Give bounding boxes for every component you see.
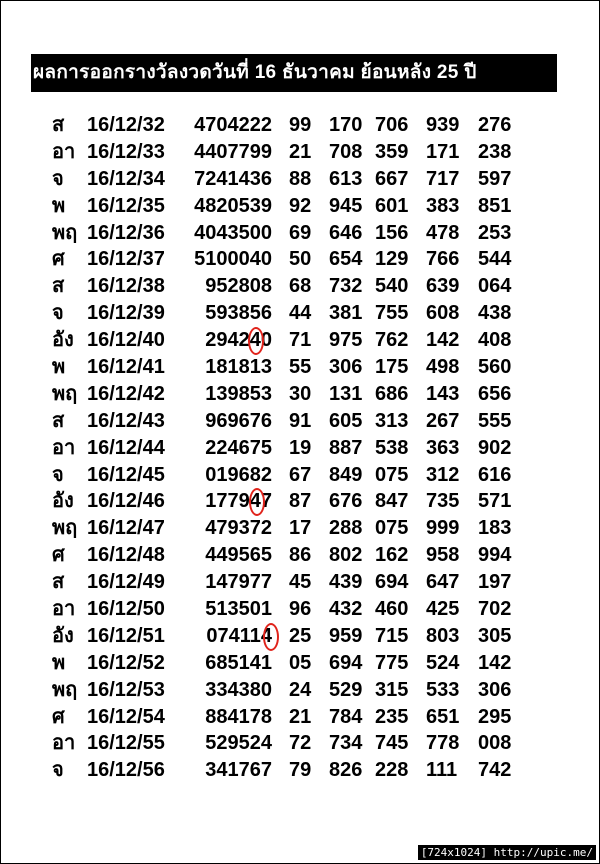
first-prize-cell: 952808 (205, 275, 272, 298)
watermark-footer: [724x1024] http://upic.me/ (418, 845, 596, 860)
table-row (0, 569, 600, 596)
number-cell: 778 (426, 732, 460, 755)
number-cell: 803 (426, 624, 460, 647)
weekday-cell: อา (52, 436, 76, 459)
number-cell: 228 (375, 759, 409, 782)
number-cell: 171 (426, 140, 460, 163)
number-cell: 745 (375, 732, 409, 755)
number-cell: 694 (329, 651, 363, 674)
number-cell: 708 (329, 140, 363, 163)
weekday-cell: จ (52, 167, 64, 190)
last-two-cell: 86 (289, 544, 312, 567)
number-cell: 639 (426, 275, 460, 298)
weekday-cell: อัง (52, 624, 74, 647)
number-cell: 197 (478, 571, 512, 594)
date-cell: 16/12/40 (87, 329, 165, 352)
number-cell: 742 (478, 759, 512, 782)
number-cell: 524 (426, 651, 460, 674)
last-two-cell: 30 (289, 382, 312, 405)
date-cell: 16/12/37 (87, 248, 165, 271)
number-cell: 755 (375, 302, 409, 325)
number-cell: 656 (478, 382, 512, 405)
date-cell: 16/12/52 (87, 651, 165, 674)
table-row (0, 166, 600, 193)
weekday-cell: ศ (52, 544, 65, 567)
table-row (0, 300, 600, 327)
number-cell: 601 (375, 194, 409, 217)
table-row (0, 677, 600, 704)
number-cell: 939 (426, 114, 460, 136)
weekday-cell: พ (52, 356, 66, 379)
weekday-cell: ศ (52, 705, 65, 728)
number-cell: 075 (375, 463, 409, 486)
number-cell: 460 (375, 598, 409, 621)
table-row (0, 650, 600, 677)
number-cell: 425 (426, 598, 460, 621)
date-cell: 16/12/50 (87, 598, 165, 621)
table-row (0, 220, 600, 247)
first-prize-cell: 884178 (205, 705, 272, 728)
table-row (0, 354, 600, 381)
weekday-cell: ส (52, 409, 65, 432)
table-row (0, 435, 600, 462)
first-prize-cell: 341767 (205, 759, 272, 782)
weekday-cell: อา (52, 598, 76, 621)
circle-mark (263, 623, 279, 651)
weekday-cell: อัง (52, 490, 74, 513)
number-cell: 276 (478, 114, 512, 136)
table-row (0, 246, 600, 273)
number-cell: 438 (478, 302, 512, 325)
number-cell: 651 (426, 705, 460, 728)
number-cell: 717 (426, 167, 460, 190)
number-cell: 363 (426, 436, 460, 459)
number-cell: 676 (329, 490, 363, 513)
date-cell: 16/12/56 (87, 759, 165, 782)
number-cell: 432 (329, 598, 363, 621)
number-cell: 538 (375, 436, 409, 459)
number-cell: 667 (375, 167, 409, 190)
number-cell: 902 (478, 436, 512, 459)
last-two-cell: 91 (289, 409, 312, 432)
number-cell: 131 (329, 382, 363, 405)
table-row (0, 139, 600, 166)
number-cell: 646 (329, 221, 363, 244)
number-cell: 560 (478, 356, 512, 379)
first-prize-cell: 685141 (205, 651, 272, 674)
number-cell: 571 (478, 490, 512, 513)
first-prize-cell: 181813 (205, 356, 272, 379)
weekday-cell: ส (52, 275, 65, 298)
number-cell: 129 (375, 248, 409, 271)
first-prize-cell: 449565 (205, 544, 272, 567)
number-cell: 359 (375, 140, 409, 163)
number-cell: 408 (478, 329, 512, 352)
number-cell: 267 (426, 409, 460, 432)
number-cell: 183 (478, 517, 512, 540)
number-cell: 288 (329, 517, 363, 540)
number-cell: 887 (329, 436, 363, 459)
number-cell: 498 (426, 356, 460, 379)
number-cell: 597 (478, 167, 512, 190)
weekday-cell: พ (52, 651, 66, 674)
date-cell: 16/12/34 (87, 167, 165, 190)
table-row (0, 462, 600, 489)
table-row (0, 327, 600, 354)
last-two-cell: 17 (289, 517, 312, 540)
table-row (0, 704, 600, 731)
table-row (0, 381, 600, 408)
first-prize-cell: 4704222 (194, 114, 272, 136)
first-prize-cell: 4407799 (194, 140, 272, 163)
number-cell: 533 (426, 678, 460, 701)
date-cell: 16/12/46 (87, 490, 165, 513)
number-cell: 706 (375, 114, 409, 136)
first-prize-cell: 147977 (205, 571, 272, 594)
page-title: ผลการออกรางวัลงวดวันที่ 16 ธันวาคม ย้อนหลัง 25 ปี (33, 62, 477, 83)
date-cell: 16/12/36 (87, 221, 165, 244)
weekday-cell: พ (52, 194, 66, 217)
date-cell: 16/12/32 (87, 114, 165, 136)
number-cell: 802 (329, 544, 363, 567)
number-cell: 702 (478, 598, 512, 621)
last-two-cell: 72 (289, 732, 312, 755)
number-cell: 849 (329, 463, 363, 486)
number-cell: 306 (329, 356, 363, 379)
last-two-cell: 24 (289, 678, 312, 701)
last-two-cell: 25 (289, 624, 312, 647)
last-two-cell: 19 (289, 436, 312, 459)
first-prize-cell: 294240 (205, 329, 272, 352)
title-banner (31, 54, 557, 92)
table-row (0, 596, 600, 623)
weekday-cell: ส (52, 114, 65, 136)
last-two-cell: 67 (289, 463, 312, 486)
table-row (0, 623, 600, 650)
number-cell: 766 (426, 248, 460, 271)
date-cell: 16/12/45 (87, 463, 165, 486)
number-cell: 075 (375, 517, 409, 540)
number-cell: 478 (426, 221, 460, 244)
first-prize-cell: 529524 (205, 732, 272, 755)
date-cell: 16/12/44 (87, 436, 165, 459)
number-cell: 555 (478, 409, 512, 432)
circle-mark (249, 488, 265, 516)
number-cell: 540 (375, 275, 409, 298)
number-cell: 851 (478, 194, 512, 217)
number-cell: 945 (329, 194, 363, 217)
weekday-cell: อา (52, 140, 76, 163)
date-cell: 16/12/47 (87, 517, 165, 540)
first-prize-cell: 5100040 (194, 248, 272, 271)
last-two-cell: 05 (289, 651, 312, 674)
weekday-cell: จ (52, 463, 64, 486)
first-prize-cell: 593856 (205, 302, 272, 325)
weekday-cell: พฤ (52, 382, 78, 405)
last-two-cell: 45 (289, 571, 312, 594)
table-row (0, 488, 600, 515)
last-two-cell: 99 (289, 114, 312, 136)
number-cell: 305 (478, 624, 512, 647)
number-cell: 654 (329, 248, 363, 271)
number-cell: 732 (329, 275, 363, 298)
first-prize-cell: 4043500 (194, 221, 272, 244)
number-cell: 306 (478, 678, 512, 701)
number-cell: 613 (329, 167, 363, 190)
circle-mark (248, 327, 264, 355)
last-two-cell: 44 (289, 302, 312, 325)
last-two-cell: 68 (289, 275, 312, 298)
weekday-cell: พฤ (52, 678, 78, 701)
number-cell: 608 (426, 302, 460, 325)
results-table (0, 112, 600, 784)
date-cell: 16/12/48 (87, 544, 165, 567)
date-cell: 16/12/35 (87, 194, 165, 217)
number-cell: 999 (426, 517, 460, 540)
number-cell: 142 (478, 651, 512, 674)
date-cell: 16/12/54 (87, 705, 165, 728)
last-two-cell: 92 (289, 194, 312, 217)
number-cell: 847 (375, 490, 409, 513)
last-two-cell: 88 (289, 167, 312, 190)
first-prize-cell: 177947 (205, 490, 272, 513)
number-cell: 616 (478, 463, 512, 486)
number-cell: 994 (478, 544, 512, 567)
first-prize-cell: 019682 (205, 463, 272, 486)
number-cell: 381 (329, 302, 363, 325)
first-prize-cell: 4820539 (194, 194, 272, 217)
first-prize-cell: 513501 (205, 598, 272, 621)
weekday-cell: อัง (52, 329, 74, 352)
table-row (0, 757, 600, 784)
number-cell: 734 (329, 732, 363, 755)
date-cell: 16/12/53 (87, 678, 165, 701)
table-row (0, 273, 600, 300)
last-two-cell: 50 (289, 248, 312, 271)
table-row (0, 112, 600, 139)
number-cell: 715 (375, 624, 409, 647)
number-cell: 313 (375, 409, 409, 432)
last-two-cell: 21 (289, 705, 312, 728)
number-cell: 544 (478, 248, 512, 271)
number-cell: 175 (375, 356, 409, 379)
number-cell: 315 (375, 678, 409, 701)
number-cell: 238 (478, 140, 512, 163)
date-cell: 16/12/55 (87, 732, 165, 755)
weekday-cell: พฤ (52, 517, 78, 540)
first-prize-cell: 224675 (205, 436, 272, 459)
date-cell: 16/12/42 (87, 382, 165, 405)
number-cell: 143 (426, 382, 460, 405)
number-cell: 784 (329, 705, 363, 728)
last-two-cell: 71 (289, 329, 312, 352)
number-cell: 605 (329, 409, 363, 432)
last-two-cell: 96 (289, 598, 312, 621)
number-cell: 762 (375, 329, 409, 352)
first-prize-cell: 969676 (205, 409, 272, 432)
table-row (0, 730, 600, 757)
number-cell: 959 (329, 624, 363, 647)
number-cell: 162 (375, 544, 409, 567)
last-two-cell: 87 (289, 490, 312, 513)
number-cell: 156 (375, 221, 409, 244)
first-prize-cell: 479372 (205, 517, 272, 540)
last-two-cell: 69 (289, 221, 312, 244)
table-row (0, 515, 600, 542)
number-cell: 142 (426, 329, 460, 352)
date-cell: 16/12/43 (87, 409, 165, 432)
number-cell: 111 (426, 759, 458, 782)
number-cell: 295 (478, 705, 512, 728)
date-cell: 16/12/41 (87, 356, 165, 379)
last-two-cell: 79 (289, 759, 312, 782)
number-cell: 008 (478, 732, 512, 755)
first-prize-cell: 334380 (205, 678, 272, 701)
weekday-cell: ส (52, 571, 65, 594)
number-cell: 064 (478, 275, 512, 298)
table-row (0, 193, 600, 220)
number-cell: 253 (478, 221, 512, 244)
number-cell: 235 (375, 705, 409, 728)
number-cell: 775 (375, 651, 409, 674)
first-prize-cell: 7241436 (194, 167, 272, 190)
number-cell: 312 (426, 463, 460, 486)
weekday-cell: ศ (52, 248, 65, 271)
number-cell: 383 (426, 194, 460, 217)
number-cell: 529 (329, 678, 363, 701)
first-prize-cell: 139853 (205, 382, 272, 405)
number-cell: 439 (329, 571, 363, 594)
weekday-cell: อา (52, 732, 76, 755)
weekday-cell: พฤ (52, 221, 78, 244)
number-cell: 958 (426, 544, 460, 567)
number-cell: 647 (426, 571, 460, 594)
date-cell: 16/12/39 (87, 302, 165, 325)
date-cell: 16/12/33 (87, 140, 165, 163)
weekday-cell: จ (52, 302, 64, 325)
weekday-cell: จ (52, 759, 64, 782)
date-cell: 16/12/38 (87, 275, 165, 298)
number-cell: 735 (426, 490, 460, 513)
date-cell: 16/12/51 (87, 624, 165, 647)
number-cell: 694 (375, 571, 409, 594)
last-two-cell: 55 (289, 356, 312, 379)
first-prize-cell: 074114 (206, 624, 272, 647)
number-cell: 975 (329, 329, 363, 352)
date-cell: 16/12/49 (87, 571, 165, 594)
number-cell: 686 (375, 382, 409, 405)
last-two-cell: 21 (289, 140, 312, 163)
table-row (0, 408, 600, 435)
number-cell: 826 (329, 759, 363, 782)
number-cell: 170 (329, 114, 363, 136)
table-row (0, 542, 600, 569)
